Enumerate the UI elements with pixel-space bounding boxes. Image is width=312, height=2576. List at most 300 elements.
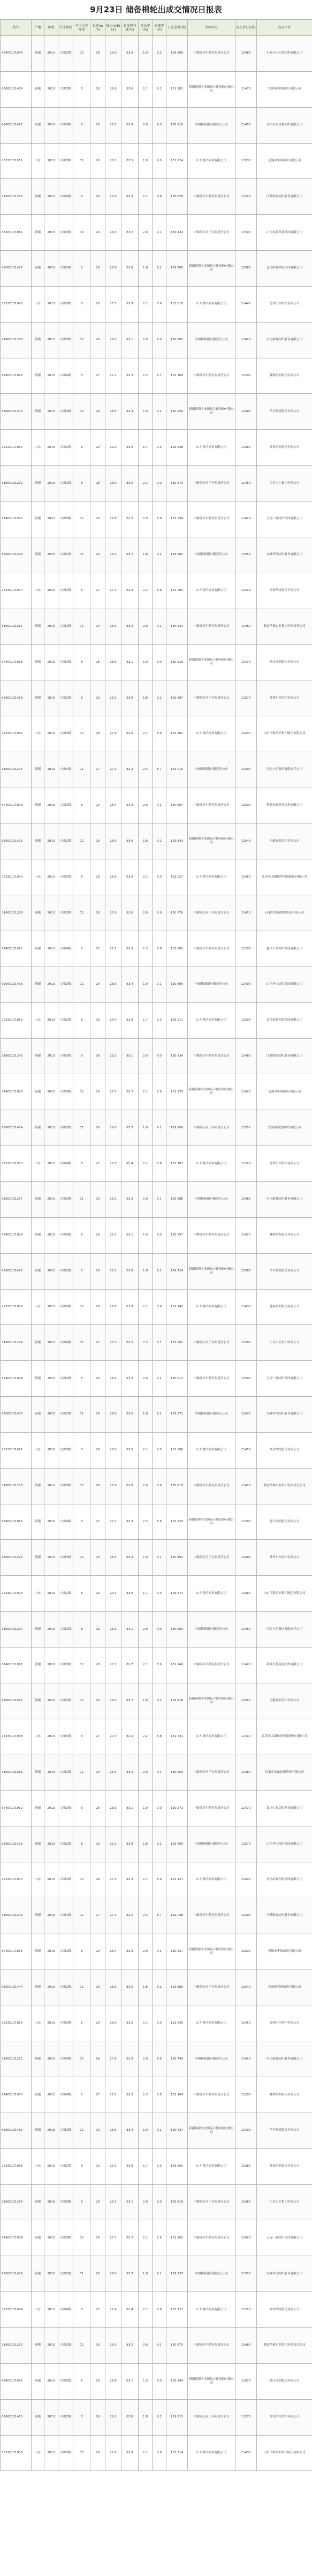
col-color-cell: 白棉2级 — [58, 1110, 73, 1146]
col-color-cell: 白棉3级 — [58, 1038, 73, 1074]
col-origin-cell: 新疆 — [32, 1253, 44, 1289]
col-warehouse-cell: 山东鲁信棉业有限公司 — [188, 1002, 235, 1038]
col-buyer-cell: 常州东方纺织有限公司 — [257, 2399, 312, 2435]
col-color-cell: 白棉3级 — [58, 501, 73, 537]
table-row — [1, 179, 312, 215]
col-mic-cell: B — [73, 2148, 90, 2184]
col-length-cell: 28 — [90, 716, 105, 752]
col-lot-cell: 67400171908 — [1, 2220, 32, 2256]
col-weight-header: 公定重量(吨) — [166, 20, 188, 36]
col-price-cell: 11460 — [235, 2184, 257, 2220]
col-lot-cell: 67400171948 — [1, 36, 32, 72]
col-lot-cell: 65000131415 — [1, 2399, 32, 2435]
col-weight-cell: 130.918 — [166, 2184, 188, 2220]
col-trash-cell: 1.9 — [139, 967, 153, 1002]
col-lot-cell: 65000131436 — [1, 967, 32, 1002]
table-row — [1, 143, 312, 179]
col-year-cell: 2013 — [44, 1253, 58, 1289]
col-price-cell: 11460 — [235, 1038, 257, 1074]
table-row — [1, 823, 312, 859]
col-color-cell: 白棉3级 — [58, 1612, 73, 1648]
col-price-cell: 11290 — [235, 1504, 257, 1540]
col-weight-cell: 130.973 — [166, 466, 188, 501]
col-trash-cell: 2.0 — [139, 1182, 153, 1218]
col-warehouse-cell: 山东鲁信棉业有限公司 — [188, 286, 235, 322]
col-year-cell: 2013 — [44, 2399, 58, 2435]
col-trash-cell: 2.0 — [139, 1468, 153, 1504]
col-year-cell: 2013 — [44, 2077, 58, 2113]
col-strength-cell: 27.9 — [105, 179, 121, 215]
col-color-cell: 白棉2级 — [58, 2148, 73, 2184]
table-row — [1, 1862, 312, 1898]
col-origin-cell: 山东 — [32, 430, 44, 466]
table-row — [1, 1719, 312, 1755]
col-year-cell: 2013 — [44, 680, 58, 716]
table-row — [1, 1647, 312, 1683]
col-strength-cell: 27.6 — [105, 895, 121, 931]
col-trash-cell: 2.3 — [139, 1898, 153, 1934]
col-uniformity-cell: 83.4 — [121, 2113, 139, 2148]
table-row — [1, 645, 312, 680]
col-origin-cell: 新疆 — [32, 1791, 44, 1826]
col-color-cell: 白棉2级 — [58, 1576, 73, 1612]
col-color-cell: 白棉4级 — [58, 1325, 73, 1361]
col-trash-cell: 2.0 — [139, 215, 153, 251]
col-price-cell: 11450 — [235, 1432, 257, 1468]
col-strength-cell: 28.8 — [105, 251, 121, 287]
col-uniformity-cell: 83.0 — [121, 71, 139, 107]
col-price-cell: 11310 — [235, 573, 257, 609]
col-moisture-cell: 9.0 — [153, 1612, 166, 1648]
col-origin-cell: 新疆 — [32, 680, 44, 716]
col-price-cell: 11580 — [235, 2148, 257, 2184]
col-lot-cell: 25330171940 — [1, 859, 32, 895]
col-color-cell: 白棉3级 — [58, 1862, 73, 1898]
table-row — [1, 36, 312, 72]
col-year-cell: 2013 — [44, 430, 58, 466]
col-mic-cell: C1 — [73, 1397, 90, 1433]
col-buyer-cell: 魏桥纺织股份有限公司 — [257, 358, 312, 394]
col-length-cell: 28 — [90, 179, 105, 215]
col-year-cell: 2013 — [44, 859, 58, 895]
col-trash-cell: 2.0 — [139, 2184, 153, 2220]
col-strength-cell: 28.5 — [105, 1540, 121, 1576]
col-price-cell: 11570 — [235, 680, 257, 716]
col-moisture-cell: 9.0 — [153, 2184, 166, 2220]
table-row — [1, 1110, 312, 1146]
col-trash-cell: 2.1 — [139, 1432, 153, 1468]
col-uniformity-cell: 83.7 — [121, 1110, 139, 1146]
col-year-cell: 2013 — [44, 2220, 58, 2256]
col-year-cell: 2013 — [44, 1325, 58, 1361]
col-length-cell: 28 — [90, 1612, 105, 1648]
col-mic-cell: C1 — [73, 215, 90, 251]
col-year-cell: 2013 — [44, 179, 58, 215]
col-mic-cell: C2 — [73, 1074, 90, 1110]
col-length-cell: 29 — [90, 215, 105, 251]
col-warehouse-cell: 中储棉新疆有限责任公司 — [188, 107, 235, 143]
col-weight-cell: 129.843 — [166, 823, 188, 859]
col-year-cell: 2013 — [44, 1038, 58, 1074]
col-year-cell: 2013 — [44, 501, 58, 537]
table-row — [1, 1289, 312, 1325]
col-strength-cell: 28.5 — [105, 394, 121, 430]
col-strength-cell: 27.3 — [105, 1325, 121, 1361]
col-length-cell: 29 — [90, 1110, 105, 1146]
col-buyer-cell: 浙江富润股份有限公司 — [257, 1504, 312, 1540]
col-price-cell: 11580 — [235, 1576, 257, 1612]
col-weight-cell: 131.127 — [166, 1862, 188, 1898]
title-bar — [0, 0, 312, 19]
col-color-cell: 白棉4级 — [58, 2292, 73, 2328]
col-weight-cell: 132.038 — [166, 1898, 188, 1934]
table-row — [1, 251, 312, 287]
col-price-cell: 11540 — [235, 1397, 257, 1433]
col-moisture-cell: 9.2 — [153, 680, 166, 716]
col-mic-cell: B — [73, 2292, 90, 2328]
col-price-cell: 11430 — [235, 716, 257, 752]
col-lot-cell: 31000131249 — [1, 1898, 32, 1934]
col-uniformity-cell: 83.4 — [121, 967, 139, 1002]
col-length-cell: 27 — [90, 1146, 105, 1182]
col-mic-cell: B — [73, 2077, 90, 2113]
col-weight-cell: 131.102 — [166, 716, 188, 752]
col-color-cell: 白棉4级 — [58, 179, 73, 215]
col-warehouse-cell: 山东鲁信棉业有限公司 — [188, 1432, 235, 1468]
col-origin-cell: 新疆 — [32, 2328, 44, 2364]
col-buyer-cell: 德州恒丰纺织有限公司 — [257, 2005, 312, 2041]
table-row — [1, 1361, 312, 1397]
col-mic-cell: C1 — [73, 1182, 90, 1218]
col-weight-cell: 130.118 — [166, 107, 188, 143]
table-row — [1, 430, 312, 466]
col-mic-cell: B — [73, 71, 90, 107]
col-price-cell: 11410 — [235, 1468, 257, 1504]
col-origin-cell: 新疆 — [32, 322, 44, 358]
col-weight-cell: 131.224 — [166, 143, 188, 179]
col-moisture-cell: 9.2 — [153, 1253, 166, 1289]
col-buyer-cell: 安徽华茂纺织股份有限公司 — [257, 537, 312, 573]
col-mic-cell: C1 — [73, 1110, 90, 1146]
col-origin-cell: 新疆 — [32, 931, 44, 967]
col-length-cell: 29 — [90, 609, 105, 645]
col-strength-cell: 27.9 — [105, 716, 121, 752]
col-trash-cell: 2.0 — [139, 895, 153, 931]
col-origin-cell: 新疆 — [32, 394, 44, 430]
col-strength-cell: 28.6 — [105, 1791, 121, 1826]
col-weight-cell: 130.318 — [166, 645, 188, 680]
col-price-cell: 11490 — [235, 1540, 257, 1576]
col-buyer-cell: 山东岱银纺织集团股份有限公司 — [257, 1576, 312, 1612]
col-price-cell: 11290 — [235, 2077, 257, 2113]
col-moisture-cell: 9.2 — [153, 1110, 166, 1146]
col-buyer-cell: 江苏大生集团有限公司 — [257, 466, 312, 501]
col-mic-cell: C1 — [73, 394, 90, 430]
col-strength-cell: 28.9 — [105, 1970, 121, 2005]
col-uniformity-cell: 82.5 — [121, 179, 139, 215]
col-moisture-cell: 8.8 — [153, 1504, 166, 1540]
table-row — [1, 215, 312, 251]
col-year-cell: 2013 — [44, 1647, 58, 1683]
col-uniformity-cell: 83.2 — [121, 609, 139, 645]
col-lot-cell: 67400171941 — [1, 2363, 32, 2399]
col-origin-cell: 山东 — [32, 716, 44, 752]
col-moisture-cell: 9.2 — [153, 1683, 166, 1719]
col-length-cell: 29 — [90, 537, 105, 573]
col-warehouse-cell: 中储棉库尔勒有限责任公司 — [188, 931, 235, 967]
col-length-cell: 29 — [90, 1576, 105, 1612]
col-mic-cell: B — [73, 1612, 90, 1648]
col-length-cell: 27 — [90, 1325, 105, 1361]
col-mic-cell: B — [73, 1146, 90, 1182]
col-trash-cell: 2.1 — [139, 1074, 153, 1110]
col-moisture-cell: 8.9 — [153, 2435, 166, 2471]
col-mic-cell: C2 — [73, 1468, 90, 1504]
col-moisture-cell: 9.0 — [153, 466, 166, 501]
col-lot-cell: 67400171917 — [1, 1647, 32, 1683]
col-uniformity-cell: 82.7 — [121, 2220, 139, 2256]
col-warehouse-cell: 中储棉库尔勒有限责任公司 — [188, 1468, 235, 1504]
col-weight-cell: 130.357 — [166, 1217, 188, 1253]
col-moisture-cell: 8.9 — [153, 895, 166, 931]
col-trash-cell: 2.0 — [139, 322, 153, 358]
col-year-cell: 2013 — [44, 1074, 58, 1110]
col-moisture-cell: 8.9 — [153, 1862, 166, 1898]
col-lot-cell: 65000131449 — [1, 537, 32, 573]
col-length-cell: 28 — [90, 1289, 105, 1325]
col-strength-cell: 28.6 — [105, 2363, 121, 2399]
col-price-cell: 11300 — [235, 1898, 257, 1934]
col-origin-cell: 新疆 — [32, 1397, 44, 1433]
col-moisture-cell: 9.1 — [153, 2113, 166, 2148]
col-price-cell: 11290 — [235, 358, 257, 394]
col-moisture-cell: 9.0 — [153, 107, 166, 143]
col-strength-cell: 29.3 — [105, 2148, 121, 2184]
col-trash-cell: 2.1 — [139, 1289, 153, 1325]
col-strength-cell: 29.2 — [105, 2399, 121, 2435]
col-moisture-cell: 8.9 — [153, 1468, 166, 1504]
col-uniformity-cell: 82.3 — [121, 358, 139, 394]
col-warehouse-cell: 中储棉库尔勒有限责任公司 — [188, 2077, 235, 2113]
col-moisture-cell: 9.2 — [153, 71, 166, 107]
col-strength-cell: 27.2 — [105, 2077, 121, 2113]
col-uniformity-cell: 82.2 — [121, 752, 139, 788]
col-warehouse-cell: 中储棉新疆有限责任公司 — [188, 967, 235, 1002]
col-weight-cell: 131.018 — [166, 286, 188, 322]
col-year-cell: 2013 — [44, 1970, 58, 2005]
col-uniformity-cell: 82.2 — [121, 1898, 139, 1934]
col-uniformity-cell: 83.3 — [121, 215, 139, 251]
col-color-cell: 白棉3级 — [58, 967, 73, 1002]
col-uniformity-cell: 83.8 — [121, 2399, 139, 2435]
col-color-cell: 白棉2级 — [58, 1253, 73, 1289]
col-mic-cell: C1 — [73, 1970, 90, 2005]
col-mic-cell: C2 — [73, 1862, 90, 1898]
col-uniformity-cell: 82.9 — [121, 2435, 139, 2471]
table-body — [1, 36, 312, 2471]
col-trash-cell: 1.8 — [139, 680, 153, 716]
col-price-cell: 11480 — [235, 36, 257, 72]
col-buyer-cell: 山东如意科技集团有限公司 — [257, 215, 312, 251]
col-color-cell: 白棉2级 — [58, 1397, 73, 1433]
col-strength-cell: 27.8 — [105, 501, 121, 537]
col-price-cell: 11480 — [235, 2328, 257, 2364]
table-row — [1, 2399, 312, 2435]
col-year-cell: 2013 — [44, 1110, 58, 1146]
col-origin-cell: 山东 — [32, 1432, 44, 1468]
table-row — [1, 1182, 312, 1218]
col-year-cell: 2013 — [44, 1791, 58, 1826]
col-year-cell: 2013 — [44, 931, 58, 967]
col-buyer-cell: 湖北孝棉实业集团有限责任公司 — [257, 2328, 312, 2364]
col-origin-cell: 新疆 — [32, 1647, 44, 1683]
col-uniformity-cell: 83.1 — [121, 1217, 139, 1253]
col-strength-cell: 28.0 — [105, 859, 121, 895]
col-lot-cell: 67400171911 — [1, 215, 32, 251]
col-color-cell: 白棉2级 — [58, 1002, 73, 1038]
col-lot-cell: 31000131267 — [1, 1182, 32, 1218]
col-uniformity-cell: 83.1 — [121, 2184, 139, 2220]
col-mic-cell: B — [73, 1217, 90, 1253]
col-lot-cell: 67400171937 — [1, 501, 32, 537]
col-origin-cell: 山东 — [32, 1719, 44, 1755]
col-price-cell: 11420 — [235, 501, 257, 537]
table-row — [1, 107, 312, 143]
col-trash-cell: 1.9 — [139, 36, 153, 72]
col-length-cell: 29 — [90, 1002, 105, 1038]
col-trash-cell: 1.9 — [139, 1791, 153, 1826]
col-warehouse-cell: 新疆银隆农业国际合作股份有限公司 — [188, 394, 235, 430]
col-warehouse-cell: 中储棉石河子有限责任公司 — [188, 895, 235, 931]
col-warehouse-cell: 中储棉石河子有限责任公司 — [188, 215, 235, 251]
col-strength-cell: 28.1 — [105, 322, 121, 358]
col-weight-cell: 129.889 — [166, 1970, 188, 2005]
col-warehouse-cell: 山东鲁信棉业有限公司 — [188, 2005, 235, 2041]
col-origin-cell: 新疆 — [32, 1683, 44, 1719]
col-moisture-cell: 9.2 — [153, 2399, 166, 2435]
col-color-cell: 白棉4级 — [58, 573, 73, 609]
col-length-cell: 29 — [90, 2399, 105, 2435]
col-lot-cell: 65000131418 — [1, 680, 32, 716]
col-strength-cell: 29.0 — [105, 1110, 121, 1146]
col-mic-cell: B — [73, 179, 90, 215]
col-lot-cell: 25330171977 — [1, 573, 32, 609]
col-strength-cell: 27.6 — [105, 1468, 121, 1504]
col-mic-cell: C1 — [73, 1683, 90, 1719]
col-moisture-cell: 9.0 — [153, 2005, 166, 2041]
col-price-cell: 11560 — [235, 1253, 257, 1289]
col-mic-cell: B — [73, 931, 90, 967]
col-length-cell: 28 — [90, 1074, 105, 1110]
col-moisture-header: 回潮率(%) — [153, 20, 166, 36]
col-trash-cell: 2.1 — [139, 2435, 153, 2471]
table-row — [1, 501, 312, 537]
col-year-cell: 2013 — [44, 1432, 58, 1468]
col-strength-cell: 27.5 — [105, 107, 121, 143]
col-warehouse-cell: 新疆银隆农业国际合作股份有限公司 — [188, 2113, 235, 2148]
col-warehouse-cell: 新疆银隆农业国际合作股份有限公司 — [188, 823, 235, 859]
col-warehouse-cell: 中储棉新疆有限责任公司 — [188, 1182, 235, 1218]
col-origin-cell: 新疆 — [32, 788, 44, 823]
col-year-cell: 2013 — [44, 107, 58, 143]
col-uniformity-cell: 83.9 — [121, 430, 139, 466]
col-mic-cell: C1 — [73, 1540, 90, 1576]
col-color-cell: 白棉2级 — [58, 2256, 73, 2292]
col-origin-cell: 山东 — [32, 2292, 44, 2328]
col-uniformity-cell: 83.1 — [121, 2363, 139, 2399]
col-moisture-cell: 9.0 — [153, 1217, 166, 1253]
col-year-cell: 2013 — [44, 716, 58, 752]
col-mic-cell: C2 — [73, 1647, 90, 1683]
col-warehouse-cell: 新疆银隆农业国际合作股份有限公司 — [188, 2363, 235, 2399]
col-year-cell: 2013 — [44, 358, 58, 394]
col-price-cell: 11530 — [235, 143, 257, 179]
col-uniformity-cell: 83.2 — [121, 2328, 139, 2364]
col-warehouse-cell: 新疆银隆农业国际合作股份有限公司 — [188, 1253, 235, 1289]
table-row — [1, 573, 312, 609]
col-moisture-cell: 9.2 — [153, 1970, 166, 2005]
col-origin-cell: 山东 — [32, 2005, 44, 2041]
col-mic-cell: C1 — [73, 609, 90, 645]
col-origin-cell: 新疆 — [32, 823, 44, 859]
col-uniformity-cell: 83.9 — [121, 1002, 139, 1038]
col-year-cell: 2013 — [44, 752, 58, 788]
col-mic-cell: C2 — [73, 322, 90, 358]
col-length-cell: 28 — [90, 107, 105, 143]
col-strength-cell: 28.0 — [105, 466, 121, 501]
col-year-cell: 2013 — [44, 71, 58, 107]
table-row — [1, 2256, 312, 2292]
col-weight-cell: 130.437 — [166, 2113, 188, 2148]
col-color-cell: 白棉3级 — [58, 2113, 73, 2148]
col-strength-cell: 28.5 — [105, 967, 121, 1002]
col-moisture-cell: 9.1 — [153, 788, 166, 823]
col-warehouse-cell: 山东鲁信棉业有限公司 — [188, 2435, 235, 2471]
col-uniformity-cell: 82.4 — [121, 1719, 139, 1755]
col-weight-cell: 129.611 — [166, 1002, 188, 1038]
table-row — [1, 931, 312, 967]
col-trash-cell: 1.7 — [139, 2148, 153, 2184]
col-uniformity-cell: 83.6 — [121, 823, 139, 859]
col-uniformity-cell: 82.3 — [121, 2077, 139, 2113]
col-strength-cell: 27.4 — [105, 573, 121, 609]
col-length-cell: 29 — [90, 1253, 105, 1289]
col-uniformity-cell: 83.7 — [121, 537, 139, 573]
col-buyer-cell: 苏州市新星棉纺织有限公司 — [257, 107, 312, 143]
col-year-cell: 2013 — [44, 609, 58, 645]
col-moisture-cell: 9.2 — [153, 251, 166, 287]
col-price-cell: 11570 — [235, 2399, 257, 2435]
col-uniformity-cell: 83.3 — [121, 1934, 139, 1970]
col-origin-cell: 新疆 — [32, 1468, 44, 1504]
col-trash-cell: 1.8 — [139, 1253, 153, 1289]
col-color-cell: 白棉4级 — [58, 2077, 73, 2113]
table-row — [1, 752, 312, 788]
col-weight-cell: 131.336 — [166, 501, 188, 537]
col-length-cell: 29 — [90, 788, 105, 823]
table-row — [1, 394, 312, 430]
col-mic-cell: C2 — [73, 716, 90, 752]
col-mic-cell: B — [73, 286, 90, 322]
col-buyer-cell: 山东岱银纺织集团股份有限公司 — [257, 716, 312, 752]
col-moisture-cell: 9.0 — [153, 1038, 166, 1074]
col-price-cell: 11300 — [235, 1325, 257, 1361]
col-buyer-cell: 德州恒丰纺织有限公司 — [257, 1146, 312, 1182]
col-moisture-cell: 9.3 — [153, 430, 166, 466]
col-moisture-cell: 8.8 — [153, 1146, 166, 1182]
col-warehouse-cell: 中储棉库尔勒有限责任公司 — [188, 609, 235, 645]
col-moisture-cell: 8.9 — [153, 716, 166, 752]
